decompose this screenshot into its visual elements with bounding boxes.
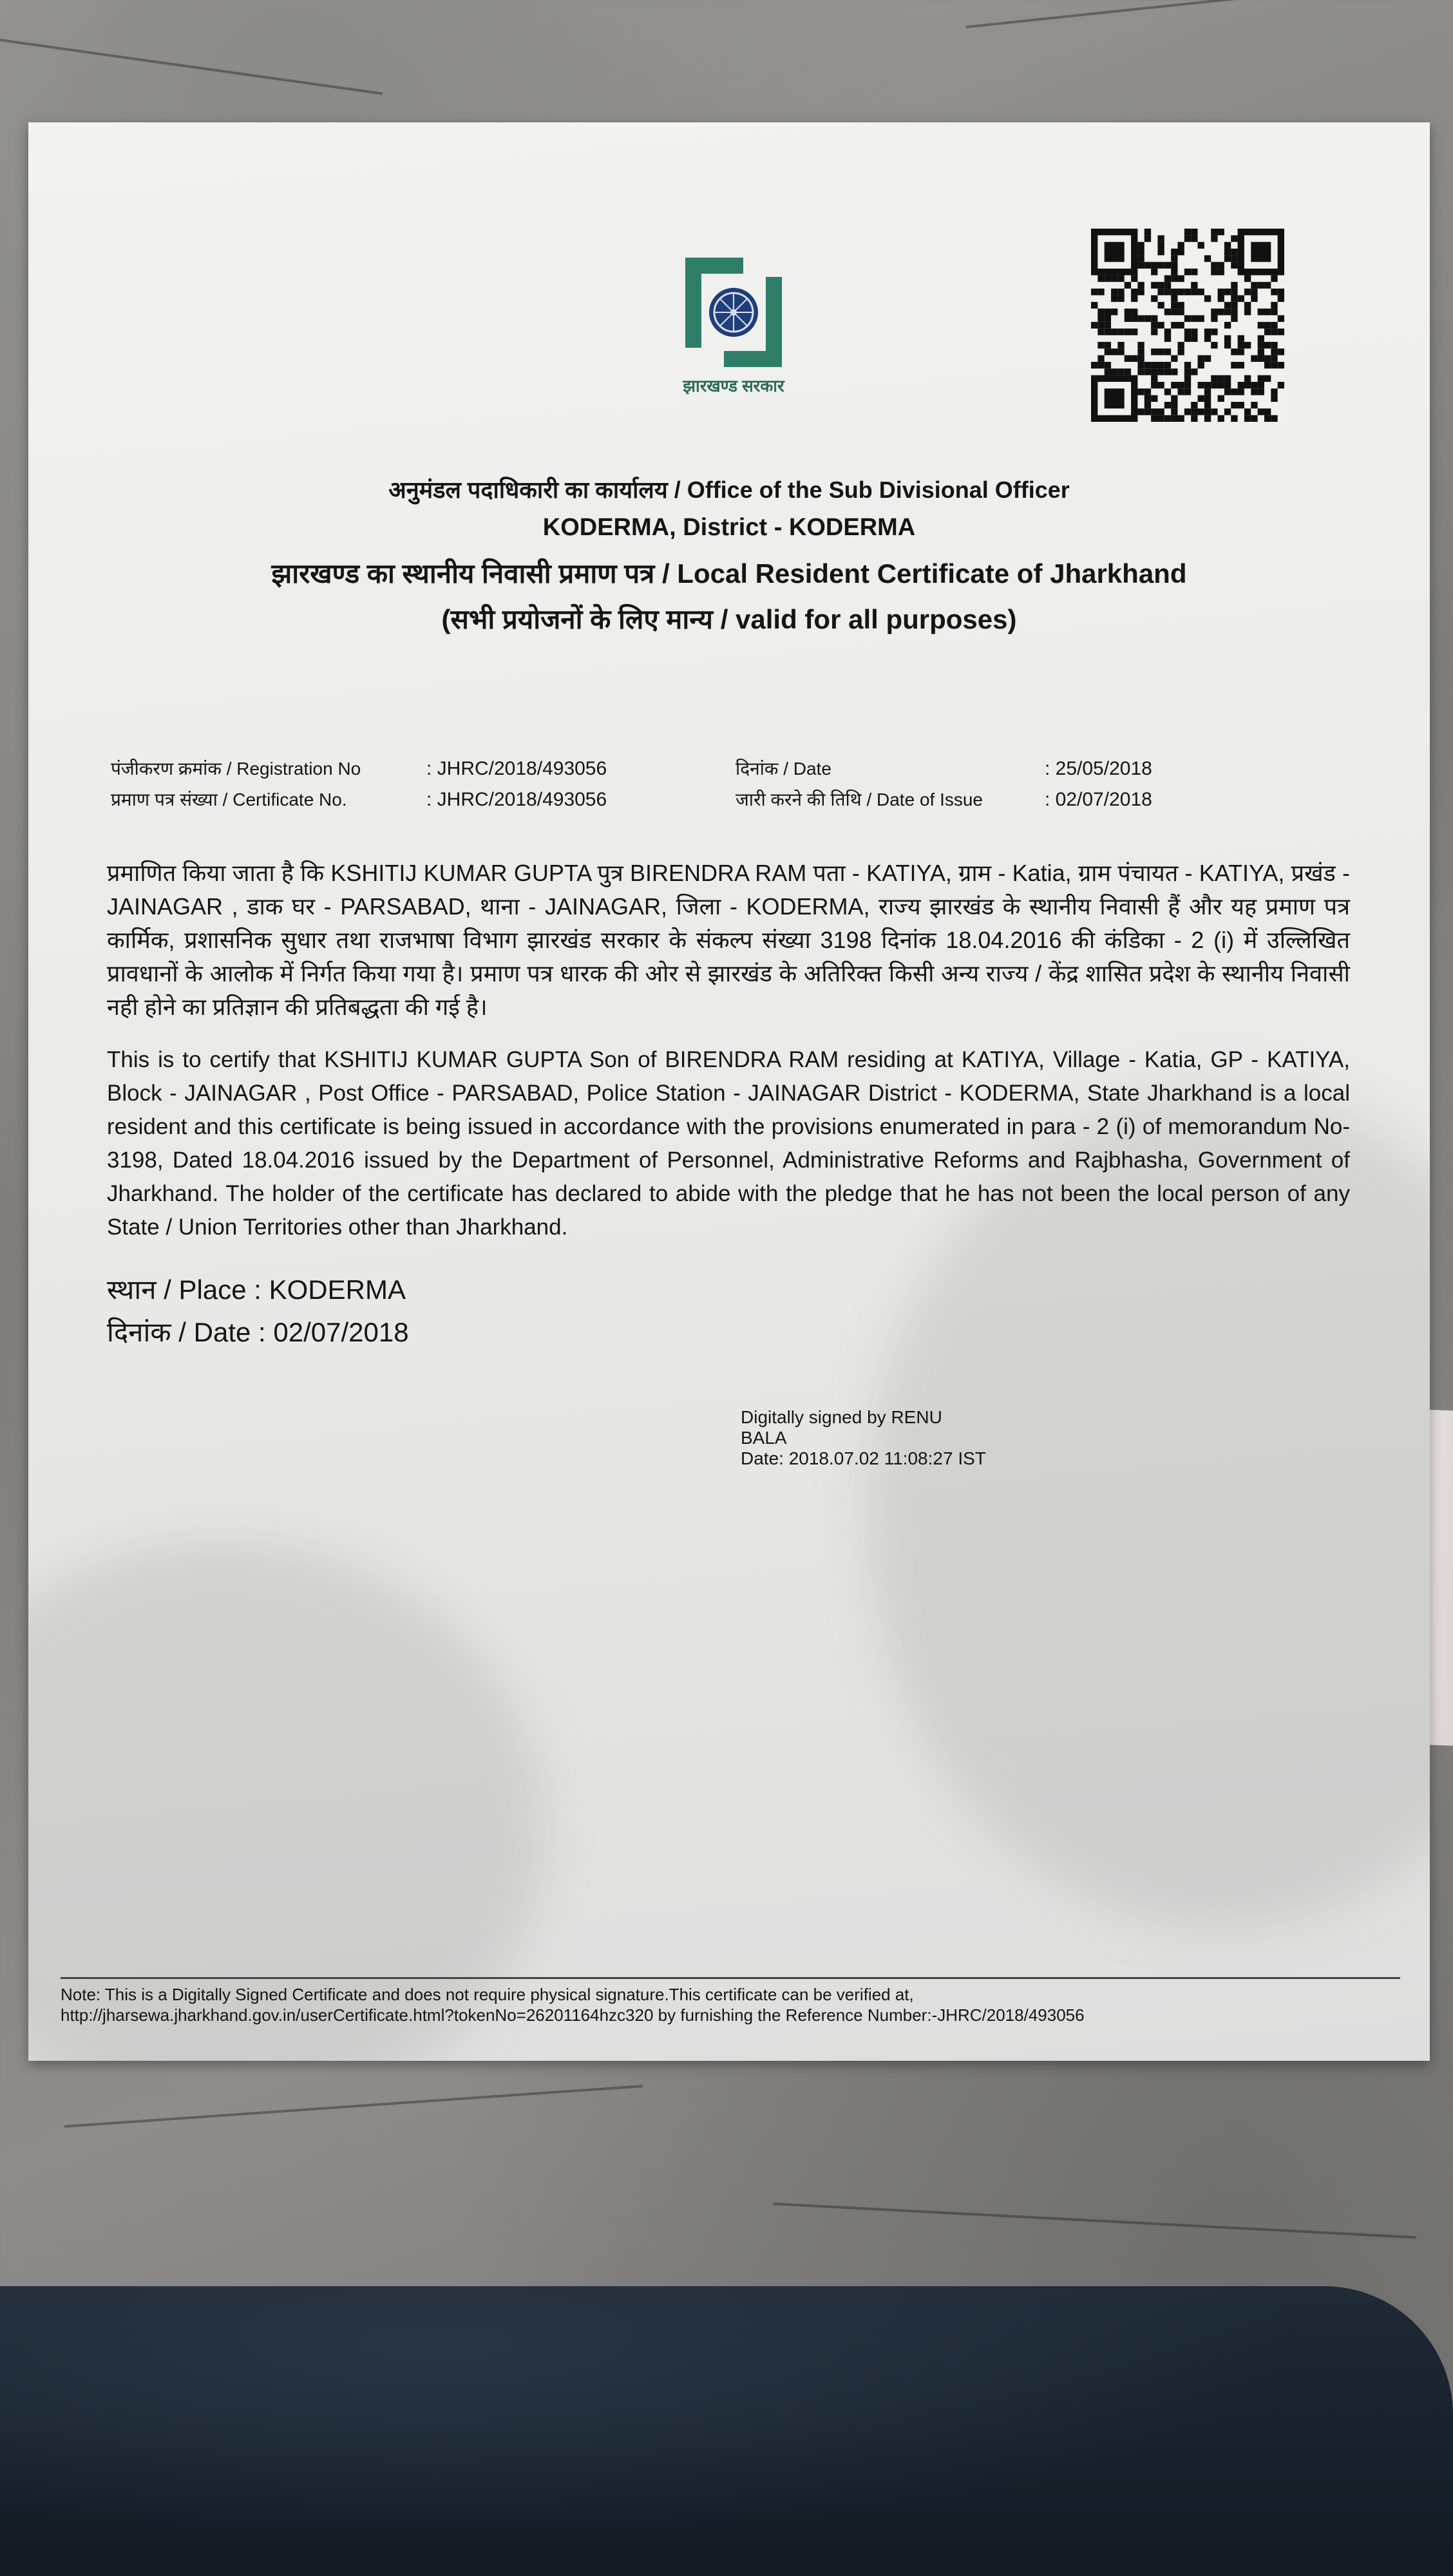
floor-crack (966, 0, 1415, 28)
verification-note (61, 1977, 1400, 2025)
signature-line-1: Digitally signed by RENU (741, 1407, 942, 1427)
certificate-sheet (28, 122, 1430, 2061)
certificate-meta (111, 753, 1152, 815)
date-field: दिनांक / Date : 02/07/2018 (107, 1317, 409, 1347)
emblem-caption: झारखण्ड सरकार (683, 376, 784, 395)
certificate-number-label: प्रमाण पत्र संख्या / Certificate No. (111, 790, 347, 810)
date-value: : 25/05/2018 (1045, 758, 1152, 779)
note-line-1: Note: This is a Digitally Signed Certificate and does not require physical signature.This certificate can be verified at, (61, 1985, 914, 2004)
issue-date-value: : 02/07/2018 (1045, 789, 1152, 810)
floor-crack (0, 39, 383, 95)
district-title: KODERMA, District - KODERMA (542, 514, 916, 541)
floor-crack (64, 2085, 643, 2128)
certificate-title: झारखण्ड का स्थानीय निवासी प्रमाण पत्र / Local Resident Certificate of Jharkhand (271, 558, 1187, 589)
certificate-number-value: : JHRC/2018/493056 (426, 789, 607, 810)
jharkhand-emblem (672, 251, 795, 399)
fabric-foreground (0, 2286, 1453, 2576)
date-label: दिनांक / Date (736, 759, 831, 779)
digital-signature (741, 1407, 986, 1469)
office-title: अनुमंडल पदाधिकारी का कार्यालय / Office of the Sub Divisional Officer (388, 477, 1070, 503)
registration-label: पंजीकरण क्रमांक / Registration No (111, 759, 361, 779)
floor-crack (773, 2202, 1416, 2239)
hindi-certification-text: प्रमाणित किया जाता है कि KSHITIJ KUMAR GUPTA पुत्र BIRENDRA RAM पता - KATIYA, ग्राम - Katia, ग्राम पंचायत - KATIYA, प्रखंड - JAINAGAR , डाक घर - PARSABAD, थाना - JAINAGAR, जिला - KODERMA, राज्य झारखंड के स्थानीय निवासी हैं और यह प्रमाण पत्र कार्मिक, प्रशासनिक सुधार तथा राजभाषा विभाग झारखंड सरकार के संकल्प संख्या 3198 दिनांक 18.04.2016 की कंडिका - 2 (i) में उल्लिखित प्रावधानों के आलोक में निर्गत किया गया है। प्रमाण पत्र धारक की ओर से झारखंड के अतिरिक्त किसी अन्य राज्य / केंद्र शासित प्रदेश के स्थानीय निवासी नही होने का प्रतिज्ञान की प्रतिबद्धता की गई है। (107, 860, 1350, 1020)
english-certification-text: This is to certify that KSHITIJ KUMAR GUPTA Son of BIRENDRA RAM residing at KATIYA, Village - Katia, GP - KATIYA, Block - JAINAGAR , Post Office - PARSABAD, Police Station - JAINAGAR District - KODERMA, State Jharkhand is a local resident and this certificate is being issued in accordance with the provisions enumerated in para - 2 (i) of memorandum No-3198, Dated 18.04.2016 issued by the Department of Personnel, Administrative Reforms and Rajbhasha, Government of Jharkhand. The holder of the certificate has declared to abide with the pledge that he has not been the local person of any State / Union Territories other than Jharkhand. (107, 1047, 1350, 1240)
place-field: स्थान / Place : KODERMA (107, 1274, 406, 1305)
signature-line-2: BALA (741, 1428, 787, 1448)
emblem-icon (672, 251, 795, 374)
place-date-block (107, 1269, 409, 1354)
verification-link[interactable]: http://jharsewa.jharkhand.gov.in/userCertificate.html?tokenNo=26201164hzc320 by furnishing the Reference Number:-JHRC/2018/493056 (61, 2005, 1085, 2025)
issue-date-label: जारी करने की तिथि / Date of Issue (736, 790, 983, 810)
signature-line-3: Date: 2018.07.02 11:08:27 IST (741, 1448, 986, 1468)
qr-code[interactable] (1091, 229, 1284, 422)
certificate-header (28, 473, 1430, 637)
registration-value: : JHRC/2018/493056 (426, 758, 607, 779)
validity-note: (सभी प्रयोजनों के लिए मान्य / valid for all purposes) (441, 604, 1017, 634)
